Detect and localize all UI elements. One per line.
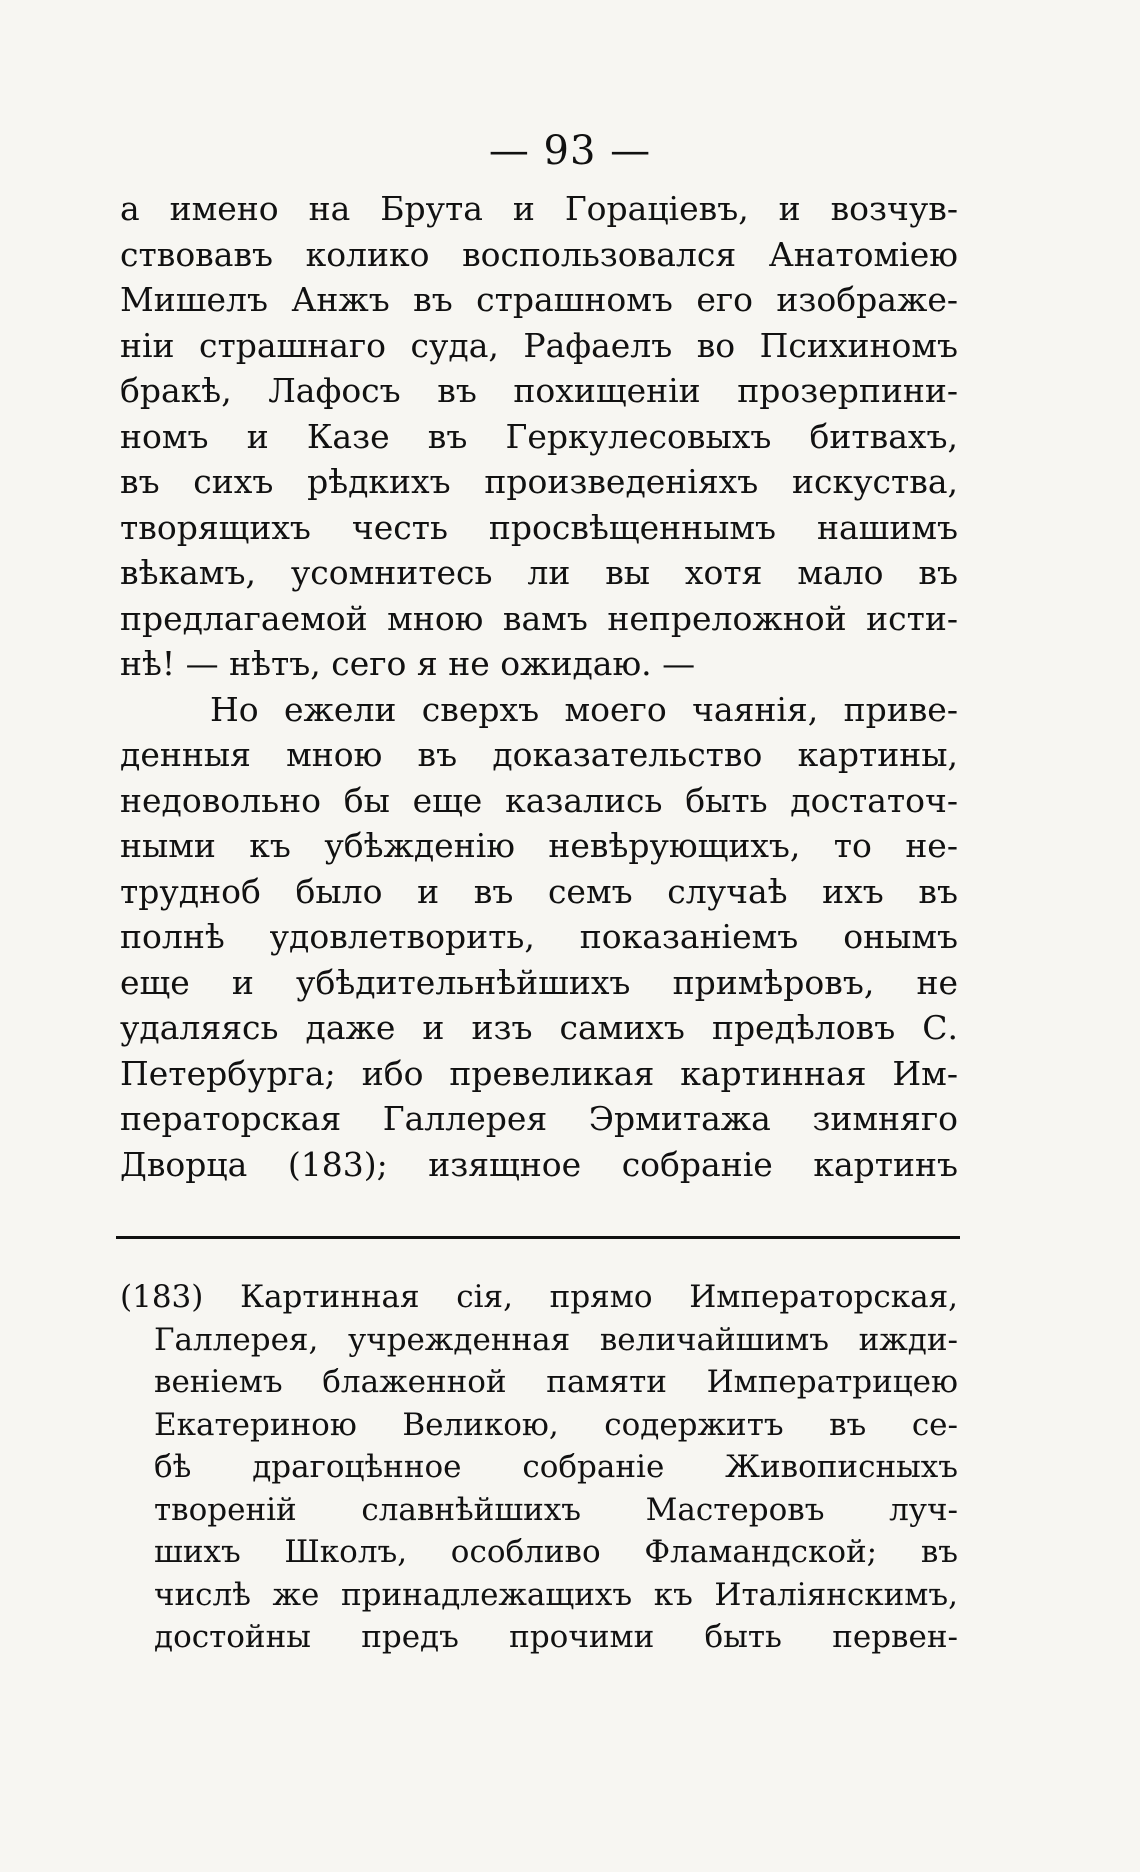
text-line: вѣкамъ, усомнитесь ли вы хотя мало въ xyxy=(120,553,958,592)
paragraph-start-line: Но ежели сверхъ моего чаянія, приве- xyxy=(210,689,958,729)
text-line: въ сихъ рѣдкихъ произведеніяхъ искуства, xyxy=(120,462,958,501)
text-line: предлагаемой мною вамъ непреложной исти- xyxy=(120,598,958,638)
footnote-line: Екатериною Великою, содержитъ въ се- xyxy=(154,1406,958,1443)
text-line: удаляясь даже и изъ самихъ предѣловъ С. xyxy=(120,1008,958,1047)
footnote-line: твореній славнѣйшихъ Мастеровъ луч- xyxy=(154,1491,958,1528)
footnote-line: бѣ драгоцѣнное собраніе Живописныхъ xyxy=(154,1449,958,1485)
footnote-line: веніемъ блаженной памяти Императрицею xyxy=(154,1364,958,1400)
text-line: а имено на Брута и Гораціевъ, и возчув- xyxy=(120,189,958,228)
text-line: ными къ убѣжденію невѣрующихъ, то не- xyxy=(120,826,958,865)
footnote-line: (183) Картинная сія, прямо Императорская, xyxy=(120,1279,958,1315)
text-line: Дворца (183); изящное собраніе картинъ xyxy=(120,1144,958,1184)
text-line: недовольно бы еще казались быть достаточ- xyxy=(120,780,958,820)
footnote-line: Галлерея, учрежденная величайшимъ ижди- xyxy=(154,1321,958,1358)
text-line: Мишелъ Анжъ въ страшномъ его изображе- xyxy=(120,280,958,319)
text-line: еще и убѣдительнѣйшихъ примѣровъ, не xyxy=(120,962,958,1002)
main-text xyxy=(120,186,958,1187)
footnote-line: достойны предъ прочими быть первен- xyxy=(154,1619,958,1655)
text-line: Петербурга; ибо превеликая картинная Им- xyxy=(120,1053,958,1093)
text-line: номъ и Казе въ Геркулесовыхъ битвахъ, xyxy=(120,416,958,456)
text-line: трудноб было и въ семъ случаѣ ихъ въ xyxy=(120,871,958,911)
text-line: полнѣ удовлетворить, показаніемъ онымъ xyxy=(120,917,958,956)
footnote xyxy=(120,1276,958,1659)
text-line: ператорская Галлерея Эрмитажа зимняго xyxy=(120,1099,958,1138)
footnote-line: числѣ же принадлежащихъ къ Италіянскимъ, xyxy=(154,1576,958,1613)
text-line: нѣ! — нѣтъ, сего я не ожидаю. — xyxy=(120,644,696,683)
footnote-line: шихъ Школъ, особливо Фламандской; въ xyxy=(154,1534,958,1570)
text-line: ствовавъ колико воспользовался Анатоміею xyxy=(120,234,958,274)
footnote-divider xyxy=(116,1236,960,1239)
text-line: денныя мною въ доказательство картины, xyxy=(120,735,958,774)
page-number: — 93 — xyxy=(488,128,652,174)
text-line: ніи страшнаго суда, Рафаелъ во Психиномъ xyxy=(120,325,958,365)
text-line: творящихъ честь просвѣщеннымъ нашимъ xyxy=(120,507,958,547)
text-line: бракѣ, Лафосъ въ похищеніи прозерпини- xyxy=(120,371,958,410)
